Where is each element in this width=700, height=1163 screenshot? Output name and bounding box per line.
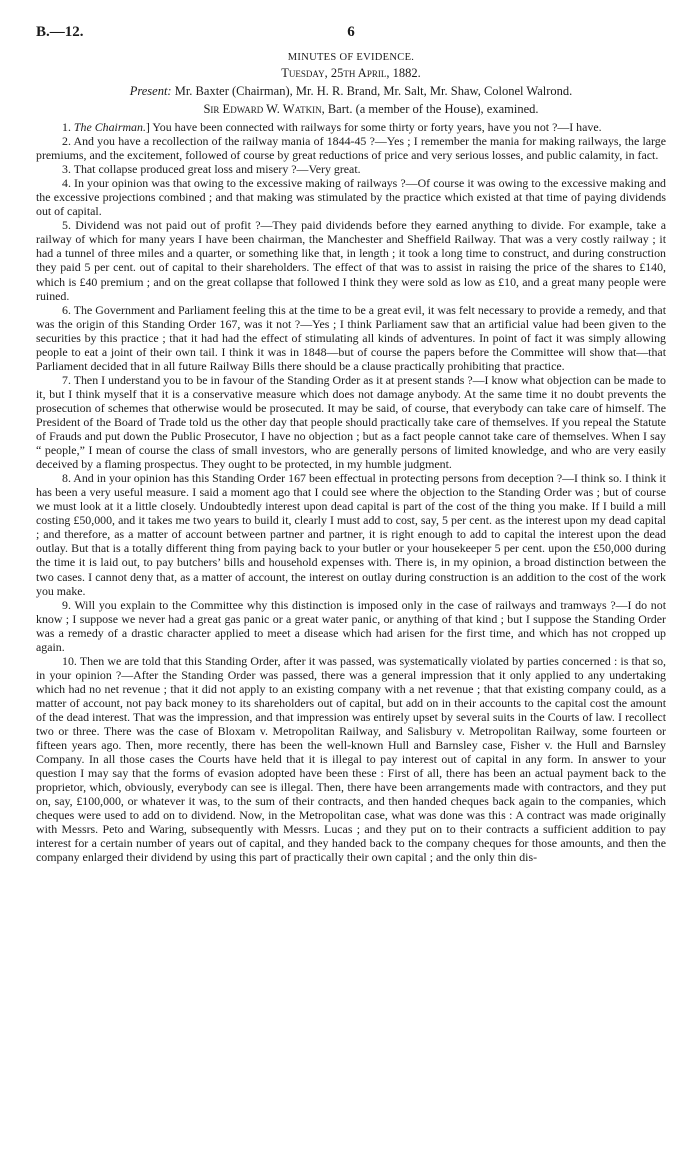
paragraph-text: ] You have been connected with railways for some thirty or forty years, have you not ?—I have. (145, 120, 602, 134)
paragraph-text: Then we are told that this Standing Order, after it was passed, was systematically violated by parties concerned : is that so, in your opinion ?—After the Standing Order was passed, there was a general impression that it only applied to any undertaking which had no net revenue ; that it did not apply to an existing company with a net revenue ; that that existing company could, as a matter of account, not pay back money to its shareholders out of capital, but add on in their accounts to the capital cost the amount of the dead interest. That was the impression, and that impression was entirely upset by several suits in the Courts of law. I recollect two or three. There was the case of Bloxam v. Metropolitan Railway, and Salisbury v. Metropolitan Railway, some fourteen or fifteen years ago. Then, more recently, there has been the well-known Hull and Barnsley case, Fisher v. the Hull and Barnsley Company. In all those cases the Courts have held that it is illegal to pay interest out of capital in any form. In answer to your question I may say that the forms of evasion adopted have been these : First of all, there has been an actual payment back to the proprietor, which, obviously, everybody can see is illegal. Then, there have been arrangements made with contractors, and they put on, say, £100,000, or whatever it was, to the sum of their contracts, and then handed cheques back again to the companies, which cheques were used to add on to dividend. Now, in the Metropolitan case, what was done was this : A contract was made originally with Messrs. Peto and Waring, subsequently with Messrs. Lucas ; and they put on to their contracts a sufficient addition to pay interest for a certain number of years out of capital, and they handed back to the company cheques for those amounts, and then the company enlarged their dividend by using this part of practically their own capital ; and the only thin dis- (36, 653, 666, 865)
witness-name: Sir Edward W. Watkin (203, 102, 322, 116)
evidence-paragraph (36, 373, 666, 471)
paragraph-text: And you have a recollection of the railway mania of 1844-45 ?—Yes ; I remember the mania for making railways, the large premiums, and the excitement, followed of course by great reductions of price and very serious losses, and public calamity, in fact. (36, 134, 666, 163)
paragraph-text: The Government and Parliament feeling this at the time to be a great evil, it was felt necessary to provide a remedy, and that was the origin of this Standing Order 167, was it not ?—Yes ; I think Parliament saw that an artificial value had been given to the securities by this practice ; that it had had the effect of stimulating all kinds of adventures. In point of fact it was simply allowing people to eat a joint of their own tail. I think it was in 1848—but of course the papers before the Committee will show that—that Parliament decided that in all future Railway Bills there should be a clause practically prohibiting that practice. (36, 302, 666, 373)
question-number: 1. (62, 120, 71, 134)
evidence-paragraph (36, 218, 666, 302)
question-number: 9. (62, 597, 71, 612)
section-title: MINUTES OF EVIDENCE. (287, 52, 415, 63)
evidence-body (36, 120, 666, 864)
paragraph-text: And in your opinion has this Standing Order 167 been effectual in protecting persons from deception ?—I think so. I think it has been a very useful measure. I said a moment ago that I could see where the objection to the Standing Order was ; but of course we must look at it a little closely. Undoubtedly interest upon dead capital is part of the cost of the thing you make. If I build a mill costing £50,000, and it takes me two years to build it, clearly I must add to cost, say, 5 per cent. as the interest upon my dead capital ; and therefore, as a matter of account between partner and partner, it is right enough to add to capital the interest upon the dead outlay. But that is a totally different thing from paying back to your butler or your housekeeper 5 per cent. upon the £50,000 during the time it is laid out, to pay butchers’ bills and household expenses with. There is, in my opinion, a broad distinction between the two cases. I cannot deny that, as a matter of account, the interest on outlay during construction is an addition to the cost of the work you make. (36, 471, 666, 598)
evidence-paragraph (36, 598, 666, 654)
evidence-paragraph (36, 303, 666, 373)
evidence-paragraph (36, 176, 666, 218)
question-number: 10. (62, 653, 77, 668)
question-number: 4. (62, 176, 71, 191)
present-line (36, 84, 666, 99)
paragraph-text: In your opinion was that owing to the excessive making of railways ?—Of course it was owing to the excessive making and the excessive projections combined ; and that making was stimulated by the practice which existed at that time of paying dividends out of capital. (36, 176, 666, 219)
evidence-paragraph (36, 120, 666, 134)
session-date: Tuesday, 25th April, 1882. (281, 66, 421, 80)
present-label: Present: (129, 84, 172, 98)
question-number: 8. (62, 471, 71, 486)
witness-line (36, 102, 666, 117)
paragraph-text: Then I understand you to be in favour of the Standing Order as it at present stands ?—I know what objection can be made to it, but I think myself that it is a conservative measure which does not damage anybody. At the same time it no doubt prevents the prosecution of schemes that otherwise would be prosecuted. It may be said, of course, that everybody can take care of himself. The President of the Board of Trade told us the other day that people should practically take care of themselves. If you repeal the Statute of Frauds and put down the Public Prosecutor, I have no objection ; but as a fact people cannot take care of themselves. When I say “ people,” I mean of course the class of small investors, who are generally persons of limited knowledge, and who are very easily deceived by a flaming prospectus. They ought to be protected, in my humble judgment. (36, 372, 666, 472)
page-number: 6 (347, 24, 355, 40)
paragraph-text: That collapse produced great loss and misery ?—Very great. (73, 162, 361, 177)
paragraph-text: Will you explain to the Committee why this distinction is imposed only in the case of railways and tramways ?—I do not know ; I suppose we never had a great gas panic or a great water panic, or anything of that kind ; but I suppose the Standing Order was a remedy of a drastic character applied to meet a disease which had arisen for the first time, and which has not cropped up again. (36, 597, 666, 654)
question-number: 2. (62, 134, 71, 149)
question-number: 7. (62, 372, 71, 387)
speaker-name: The Chairman. (73, 120, 146, 134)
evidence-paragraph (36, 134, 666, 162)
paragraph-text: Dividend was not paid out of profit ?—They paid dividends before they earned anything to divide. For example, take a railway of which for many years I have been chairman, the Manchester and Sheffield Railway. That was a very costly railway ; it had a tunnel of three miles and a quarter, or something like that, in length ; it took a long time to construct, and during construction they paid 5 per cent. out of capital to their shareholders. The effect of that was to assist in raising the price of the shares to £140, which is £40 premium ; and on the great collapse that followed I think they were sold as low as £10, and a great many people were ruined. (36, 218, 666, 303)
document-reference: B.—12. (36, 24, 84, 40)
question-number: 3. (62, 162, 71, 177)
question-number: 6. (62, 302, 71, 317)
witness-status: , Bart. (a member of the House), examined. (321, 102, 539, 116)
present-members: Mr. Baxter (Chairman), Mr. H. R. Brand, Mr. Salt, Mr. Shaw, Colonel Walrond. (174, 84, 573, 98)
question-number: 5. (62, 218, 71, 233)
evidence-paragraph (36, 471, 666, 597)
evidence-paragraph (36, 654, 666, 865)
running-header (36, 24, 666, 44)
evidence-paragraph (36, 162, 666, 176)
